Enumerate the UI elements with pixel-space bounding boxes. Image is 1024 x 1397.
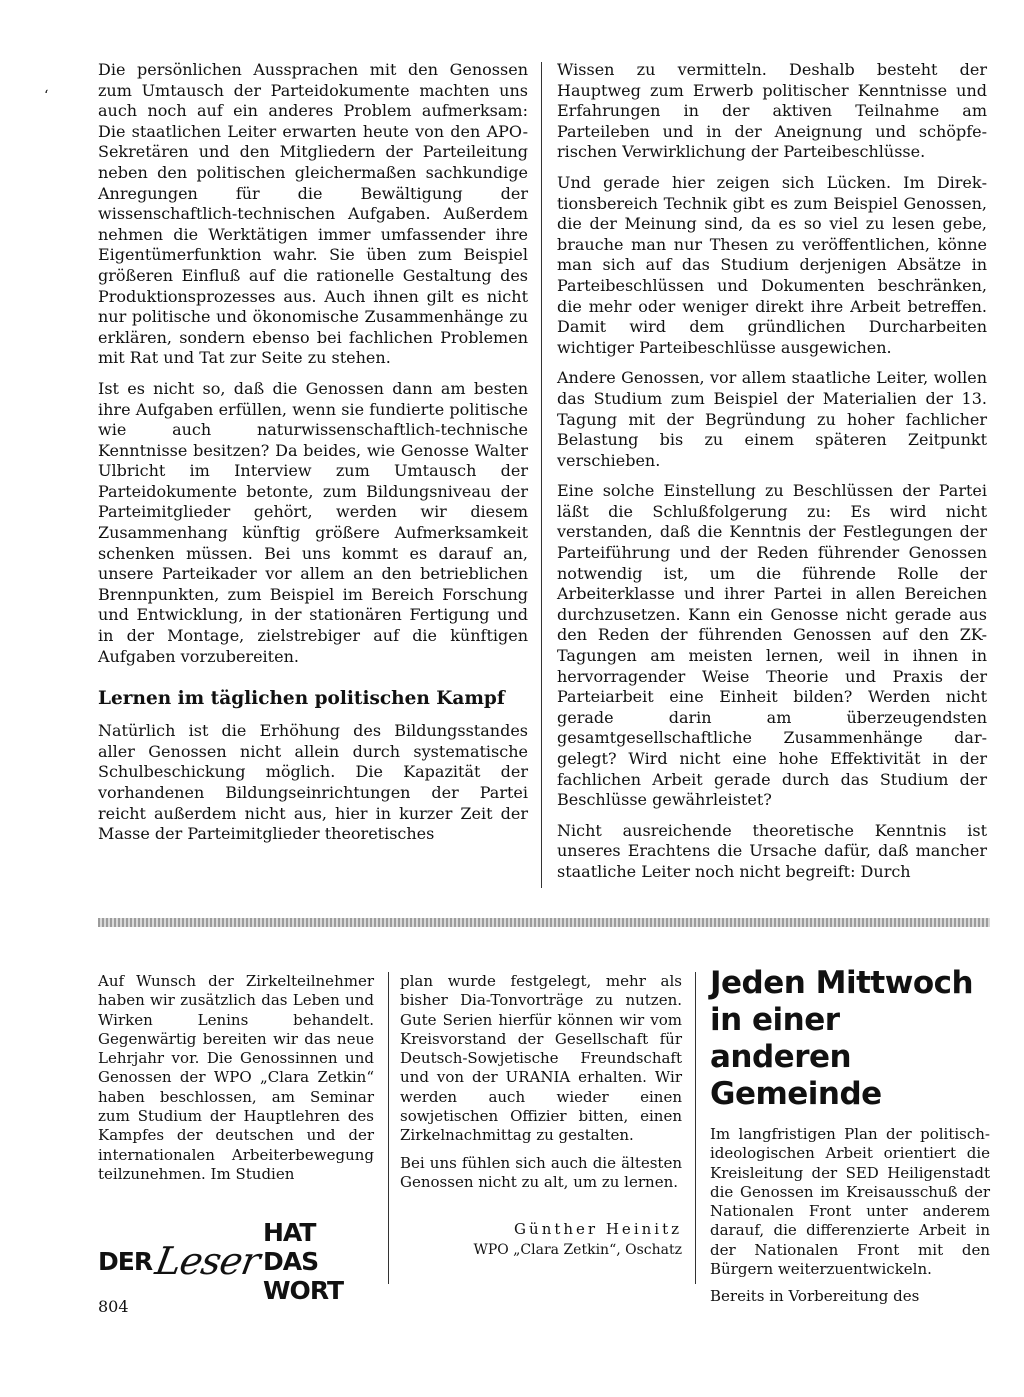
paragraph: Im langfristigen Plan der politisch-ideologischen Arbeit orientiert die Kreisleitung der SED Heiligenstadt die Genossen im Kreisausschuß der Nationalen Front unter anderem darauf, die differenzierte Arbeit in der Nationalen Front mit den Bürgern weiterzuentwickeln.	[710, 1125, 990, 1279]
author-name: Günther Heinitz	[514, 1220, 682, 1239]
margin-mark: ʻ	[44, 88, 49, 104]
bottom-left-column	[98, 972, 374, 1192]
paragraph: Ist es nicht so, daß die Genossen dann am besten ihre Aufgaben erfüllen, wenn sie fundierte politische wie auch naturwissenschaftlich-technische Kenntnisse besitzen? Da beides, wie Genosse Walter Ulbricht im Interview zum Umtausch der Parteidokumente betonte, zum Bildungsniveau der Parteimitglieder gehört, werden wir diesem Zusammenhang künftig größere Aufmerksamkeit schenken müssen. Bei uns kommt es darauf an, unsere Parteikader vor allem an den betrieblichen Brennpunkten, zum Beispiel im Bereich Forschung und Entwicklung, in der stationären Fertigung und in der Montage, zielstrebiger auf die künftigen Aufgaben vorzubereiten.	[98, 378, 528, 666]
paragraph: Natürlich ist die Erhöhung des Bildungsstandes aller Genossen nicht allein durch systematische Schulbeschickung möglich. Die Kapazität der vorhandenen Bildungseinrichtungen der Partei reicht außerdem nicht aus, hier in kurzer Zeit der Masse der Parteimitglieder theoretisches	[98, 721, 528, 844]
top-right-column	[557, 60, 987, 893]
headline	[710, 965, 990, 1113]
headline-line: in einer anderen	[710, 1002, 852, 1075]
bottom-right-column	[710, 965, 990, 1315]
headline-line: Gemeinde	[710, 1076, 882, 1112]
paragraph: plan wurde festgelegt, mehr als bisher Dia-Tonvorträge zu nutzen. Gute Serien hierfür können wir vom Kreisvorstand der Gesellschaft für Deutsch-Sowjetische Freundschaft und von der URANIA erhalten. Wir werden auch wieder einen sowjetischen Offizier bitten, einen Zirkelnachmittag zu gestalten.	[400, 972, 682, 1145]
separator-band	[98, 918, 990, 927]
column-divider	[541, 62, 542, 888]
logo-part-der: DER	[98, 1246, 153, 1276]
logo-part-leser: Leser	[152, 1239, 263, 1283]
headline-line: Jeden Mittwoch	[710, 965, 974, 1001]
logo-part-hat-das-wort: HAT DAS WORT	[262, 1217, 343, 1305]
page-number: 804	[98, 1297, 129, 1316]
section-subheading: Lernen im täglichen politischen Kampf	[98, 688, 505, 710]
author-organization: WPO „Clara Zetkin“, Oschatz	[473, 1242, 682, 1259]
column-divider	[388, 972, 389, 1284]
paragraph: Bereits in Vorbereitung des	[710, 1287, 920, 1306]
reader-section-logo	[98, 1217, 376, 1305]
column-divider	[695, 972, 696, 1284]
paragraph: Nicht ausreichende theoretische Kenntnis ist unseres Erachtens die Ursache dafür, daß mancher staatliche Leiter noch nicht begreift: Durch	[557, 820, 987, 881]
paragraph: Bei uns fühlen sich auch die ältesten Genossen nicht zu alt, um zu lernen.	[400, 1153, 682, 1191]
top-left-column	[98, 60, 528, 855]
paragraph: Andere Genossen, vor allem staatliche Leiter, wollen das Studium zum Beispiel der Materialien der 13. Tagung mit der Begründung zu hoher fachlicher Belastung bis zu einem späteren Zeitpunkt verschieben.	[557, 368, 987, 470]
bottom-middle-column	[400, 972, 682, 1258]
paragraph: Eine solche Einstellung zu Beschlüssen der Partei läßt die Schlußfolgerung zu: Es wird nicht verstanden, daß die Kenntnis der Festlegungen der Parteiführung und der Reden führender Genossen notwendig ist, um die führende Rolle der Arbeiterklasse und ihrer Partei in allen Bereichen durchzusetzen. Kann ein Genosse nicht gerade aus den Reden der führenden Genossen auf den ZK-Tagungen am meisten lernen, weil in ihnen in hervorragender Weise Theorie und Praxis der Parteiarbeit eine Einheit bilden? Werden nicht gerade darin am überzeugendsten gesamtgesellschaftliche Zusammenhänge dargelegt? Wird nicht eine hohe Effektivität in der fachlichen Arbeit gerade durch das Studium der Beschlüsse gewährleistet?	[557, 481, 987, 810]
paragraph: Die persönlichen Aussprachen mit den Genossen zum Umtausch der Parteidokumente machten uns auch noch auf ein anderes Problem aufmerksam: Die staatlichen Leiter erwarten heute von den APO-Sekretären und den Mitgliedern der Parteileitung neben den politischen gleichermaßen sachkundige Anregungen für die Bewältigung der wissenschaftlich-technischen Aufgaben. Außerdem nehmen die Werktätigen immer umfassender ihre Eigentümerfunktion wahr. Sie üben zum Beispiel größeren Einfluß auf die rationelle Gestaltung des Produktionsprozesses aus. Auch ihnen gilt es nicht nur politische und ökonomische Zusammenhänge zu erklären, sondern ebenso bei fachlichen Problemen mit Rat und Tat zur Seite zu stehen.	[98, 60, 528, 368]
paragraph: Auf Wunsch der Zirkelteilnehmer haben wir zusätzlich das Leben und Wirken Lenins behandelt. Gegenwärtig bereiten wir das neue Lehrjahr vor. Die Genossinnen und Genossen der WPO „Clara Zetkin“ haben beschlossen, am Seminar zum Studium der Hauptlehren des Kampfes der deutschen und der internationalen Arbeiterbewegung teilzunehmen. Im Studien	[98, 972, 374, 1183]
paragraph: Und gerade hier zeigen sich Lücken. Im Direktionsbereich Technik gibt es zum Beispiel Genossen, die der Meinung sind, da es so viel zu lesen gebe, brauche man nur Thesen zu veröffentlichen, könne man sich auf das Studium derjenigen Absätze in Parteibeschlüssen und Dokumenten beschränken, die mehr oder weniger direkt ihre Arbeit betreffen. Damit wird dem gründlichen Durcharbeiten wichtiger Parteibeschlüsse ausgewichen.	[557, 172, 987, 357]
paragraph: Wissen zu vermitteln. Deshalb besteht der Hauptweg zum Erwerb politischer Kenntnisse und Erfahrungen in der aktiven Teilnahme am Parteileben und in der Aneignung und schöpferischen Verwirklichung der Parteibeschlüsse.	[557, 60, 987, 162]
